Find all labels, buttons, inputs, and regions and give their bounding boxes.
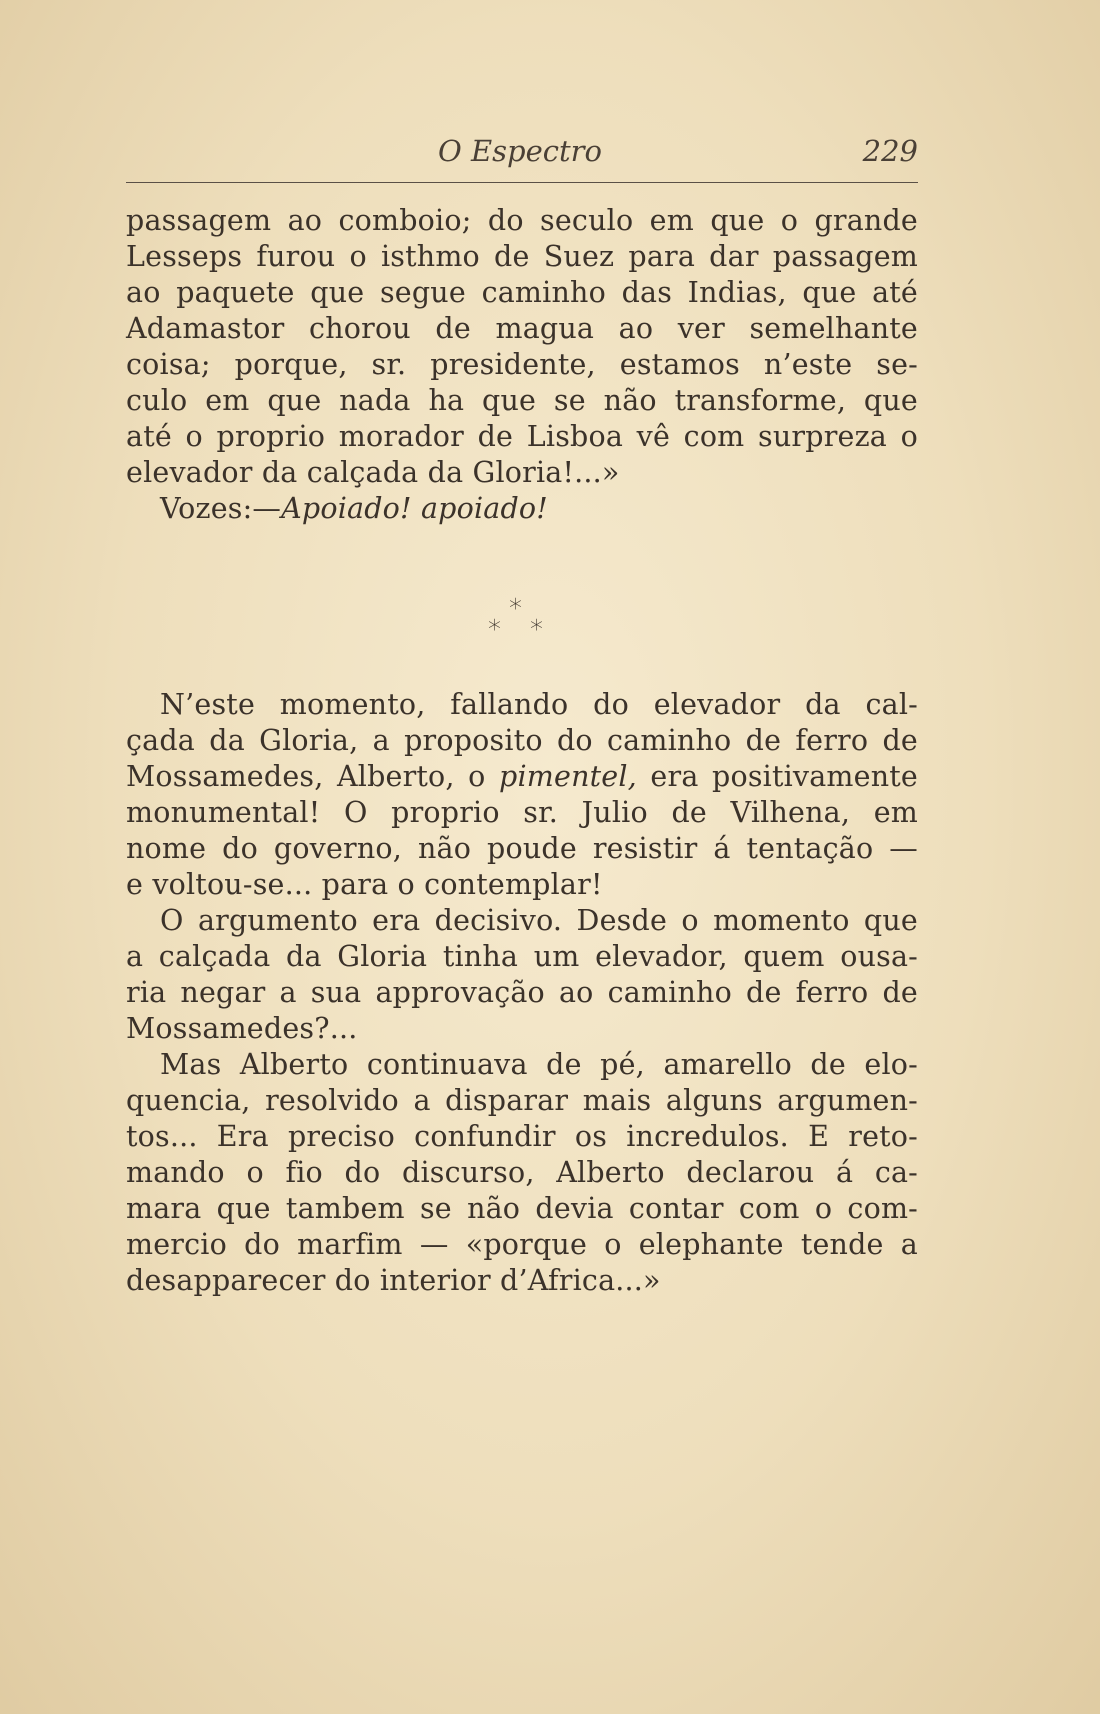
- paragraph-3: [126, 903, 918, 1047]
- asterisk-icon: *: [530, 615, 544, 645]
- text-line: coisa; porque, sr. presidente, estamos n’este se-: [126, 348, 918, 381]
- text-line: ao paquete que segue caminho das Indias, que até: [126, 276, 918, 309]
- voices-speaker: Vozes:—: [160, 492, 282, 525]
- text-line: Lesseps furou o isthmo de Suez para dar passagem: [126, 240, 918, 273]
- text-line: e voltou-se... para o contemplar!: [126, 868, 603, 901]
- running-head: [126, 128, 918, 178]
- text-line: a calçada da Gloria tinha um elevador, quem ousa-: [126, 940, 918, 973]
- asterisk-icon: *: [488, 615, 502, 645]
- text-line: quencia, resolvido a disparar mais alguns argumen-: [126, 1084, 918, 1117]
- paragraph-1: [126, 203, 918, 491]
- text-line: N’este momento, fallando do elevador da cal-: [160, 688, 918, 721]
- asterisk-icon: *: [509, 594, 523, 624]
- text-line: monumental! O proprio sr. Julio de Vilhena, em: [126, 796, 918, 829]
- section-separator: [126, 527, 918, 687]
- text-line: Adamastor chorou de magua ao ver semelhante: [126, 312, 918, 345]
- text-line: culo em que nada ha que se não transforme, que: [126, 384, 918, 417]
- text-line: até o proprio morador de Lisboa vê com surpreza o: [126, 420, 918, 453]
- paragraph-4: [126, 1047, 918, 1299]
- text-line: tos... Era preciso confundir os incredulos. E reto-: [126, 1120, 918, 1153]
- header-rule: [126, 182, 918, 183]
- text-fragment: Mossamedes, Alberto, o: [126, 760, 500, 793]
- text-line: Mas Alberto continuava de pé, amarello de elo-: [160, 1048, 918, 1081]
- voices-line: [126, 491, 918, 527]
- italic-word: pimentel,: [499, 760, 637, 793]
- running-title: O Espectro: [438, 134, 602, 168]
- page-number: 229: [862, 134, 918, 168]
- text-line: çada da Gloria, a proposito do caminho de ferro de: [126, 724, 918, 757]
- text-line: mara que tambem se não devia contar com o com-: [126, 1192, 918, 1225]
- text-line: passagem ao comboio; do seculo em que o grande: [126, 204, 918, 237]
- text-line: desapparecer do interior d’Africa...»: [126, 1264, 661, 1297]
- text-line: mando o fio do discurso, Alberto declarou á ca-: [126, 1156, 918, 1189]
- text-line: nome do governo, não poude resistir á tentação —: [126, 832, 918, 865]
- text-line: O argumento era decisivo. Desde o momento que: [160, 904, 918, 937]
- body-text: [126, 203, 918, 1299]
- text-line: ria negar a sua approvação ao caminho de ferro de: [126, 976, 918, 1009]
- text-fragment: era positivamente: [636, 760, 918, 793]
- page-content: [126, 128, 918, 1299]
- paragraph-2: [126, 687, 918, 903]
- text-line: [126, 759, 918, 795]
- text-line: Mossamedes?...: [126, 1012, 358, 1045]
- voices-exclamation: Apoiado! apoiado!: [281, 492, 548, 525]
- text-line: mercio do marfim — «porque o elephante tende a: [126, 1228, 918, 1261]
- text-line: elevador da calçada da Gloria!...»: [126, 456, 620, 489]
